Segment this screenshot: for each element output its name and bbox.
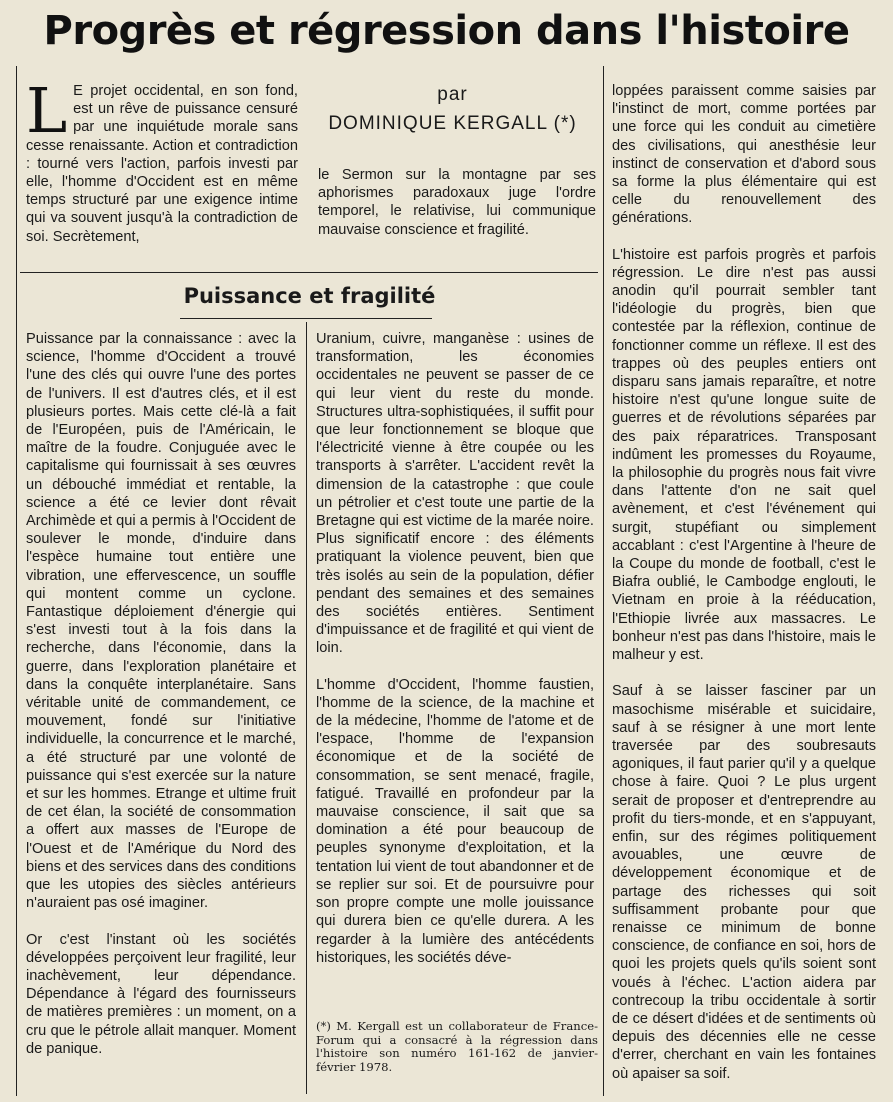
article-title: Progrès et régression dans l'histoire (43, 8, 850, 54)
col2-paragraph-1: Uranium, cuivre, manganèse : usines de transformation, les économies occidentales ne peuvent se passer de ce qui leur vient du reste du monde. Structures ultra-sophistiquées, il suffit pour que leur fonctionnement se bloque que l'électricité vienne à être coupée ou les transports à s'arrêter. L'accident revêt la dimension de la catastrophe : que coule un pétrolier et c'est toute une partie de la Bretagne qui est victime de la marée noire. Plus significatif encore : des éléments pratiquant la violence peuvent, bien que très isolés au sein de la population, défier pendant des semaines et des semaines des sociétés entières. Sentiment d'impuissance et de fragilité et qui vient de loin. (316, 331, 594, 657)
drop-cap: L (26, 74, 68, 147)
col3-paragraph-3: Sauf à se laisser fasciner par un masochisme misérable et suicidaire, sauf à se résigner à une mort lente traversée par des soubresauts agoniques, il faut parier qu'il y a quelque chose à faire. Quoi ? Le plus urgent serait de proposer et d'entreprendre au profit du tiers-monde, et en s'appuyant, enfin, sur des régimes politiquement avouables, une œuvre de développement économique et de partage des richesses qui soit suffisamment probante pour que renaisse ce minimum de bonne conscience, de confiance en soi, hors de quoi les projets quels qu'ils soient sont voués à l'échec. L'action aidera par contrecoup la tribu occidentale à sortir de ce désert d'idées et de sentiments où depuis des décennies elle ne cesse d'errer, cherchant en vain les fontaines où apaiser sa soif. (612, 683, 876, 1082)
byline-author: DOMINIQUE KERGALL (*) (328, 113, 577, 134)
intro-paragraph: L E projet occidental, en son fond, est un rêve de puissance censuré par une inquiétude morale sans cesse renaissante. Action et contradiction : tourné vers l'action, parfois investi par elle, l'homme d'Occident est en même temps structuré par une exigence intime qui va souvent jusqu'à la contradiction de soi. Secrètement, (26, 74, 298, 245)
left-margin-rule (16, 66, 17, 1096)
body-column-1 (26, 330, 296, 1058)
col1-paragraph-2: Or c'est l'instant où les sociétés développées perçoivent leur fragilité, leur inachèvement, leur dépendance. Dépendance à l'égard des fournisseurs de matières premières : un moment, on a cru que le pétrole allait manquer. Moment de panique. (26, 931, 296, 1057)
col3-paragraph-1: loppées paraissent comme saisies par l'instinct de mort, comme portées par une force qui les conduit au cimetière des civilisations, qui anesthésie leur instinct de conservation et d'abord sous sa forme la plus élémentaire qui est celle du renouvellement des générations. (612, 83, 876, 227)
subhead-underline (180, 318, 432, 319)
column-rule-2 (603, 66, 604, 1096)
intro-column (26, 74, 298, 246)
intro-continuation-paragraph: le Sermon sur la montagne par ses aphorismes paradoxaux juge l'ordre temporel, le relativise, lui communique mauvaise conscience et fragilité. (318, 167, 596, 238)
intro-continuation-column (318, 166, 596, 239)
byline-par: par (437, 84, 468, 105)
section-subhead: Puissance et fragilité (183, 284, 436, 308)
body-column-3 (612, 82, 876, 1083)
col2-paragraph-2: L'homme d'Occident, l'homme faustien, l'homme de la science, de la machine et de la médecine, l'homme de l'atome et de l'espace, l'homme de l'expansion économique et de la société de consommation, se sent menacé, fragile, fatigué. Travaillé en profondeur par la mauvaise conscience, il sait que sa domination a été pour beaucoup de peuples synonyme d'exploitation, et la tentation lui vient de tout abandonner et de se replier sur soi. Et de poursuivre pour son propre compte une molle jouissance qui durera bien ce qu'elle durera. A les regarder à la lumière des antécédents historiques, les sociétés déve- (316, 676, 594, 966)
body-column-2 (316, 330, 594, 967)
section-top-rule (20, 272, 598, 273)
col1-paragraph-1: Puissance par la connaissance : avec la science, l'homme d'Occident a trouvé l'une des clés qui ouvre l'une des portes de l'univers. Il est d'autres clés, et il est plusieurs portes. Mais cette clé-là a fait de l'Européen, puis de l'Américain, le maître de la foudre. Conjuguée avec le capitalisme qui fournissait à ses œuvres un débouché immédiat et rentable, la science a été ce levier dont rêvait Archimède et qui a permis à l'Occident de soulever le monde, d'induire dans l'espèce humaine tout entière une vibration, une effervescence, un souffle qui montent comme un cyclone. Fantastique déploiement d'énergie qui s'est investi tout à la fois dans la recherche, dans l'économie, dans la guerre, dans l'exploration planétaire et dans la conquête interplanétaire. Sans véritable unité de commandement, ce mouvement, fondé sur l'initiative individuelle, la concurrence et le marché, a été structuré par une volonté de puissance qui s'est exercée sur la nature et sur les hommes. Etrange et ultime fruit de cet élan, la société de consommation a offert aux masses de l'Europe de l'Ouest et de l'Amérique du Nord des biens et des services dans des conditions que les utopies des siècles antérieurs n'auraient pas osé imaginer. (26, 331, 296, 912)
column-rule-1 (306, 322, 307, 1094)
author-footnote: (*) M. Kergall est un collaborateur de France-Forum qui a consacré à la régression dans l'histoire son numéro 161-162 de janvier-février 1978. (316, 1019, 598, 1074)
col3-paragraph-2: L'histoire est parfois progrès et parfois régression. Le dire n'est pas aussi anodin qu'il pourrait sembler tant l'idéologie du progrès, bien que contestée par la réflexion, continue de fonctionner comme un réflexe. Il est des trappes où des peuples entiers ont disparu sans jamais reparaître, et notre histoire n'est qu'une longue suite de guerres et de révolutions séparées par des paix réparatrices. Transposant indûment les promesses du Royaume, la philosophie du progrès nous fait vivre dans l'attente d'on ne sait quel avènement, et c'est l'événement qui surgit, stupéfiant ou simplement accablant : c'est l'Argentine à l'heure de la Coupe du monde de football, c'est le Biafra oublié, le Cambodge englouti, le Vietnam en proie à la rééducation, l'Ethiopie livrée aux massacres. Le bonheur n'est pas dans l'histoire, mais le malheur y est. (612, 246, 876, 664)
